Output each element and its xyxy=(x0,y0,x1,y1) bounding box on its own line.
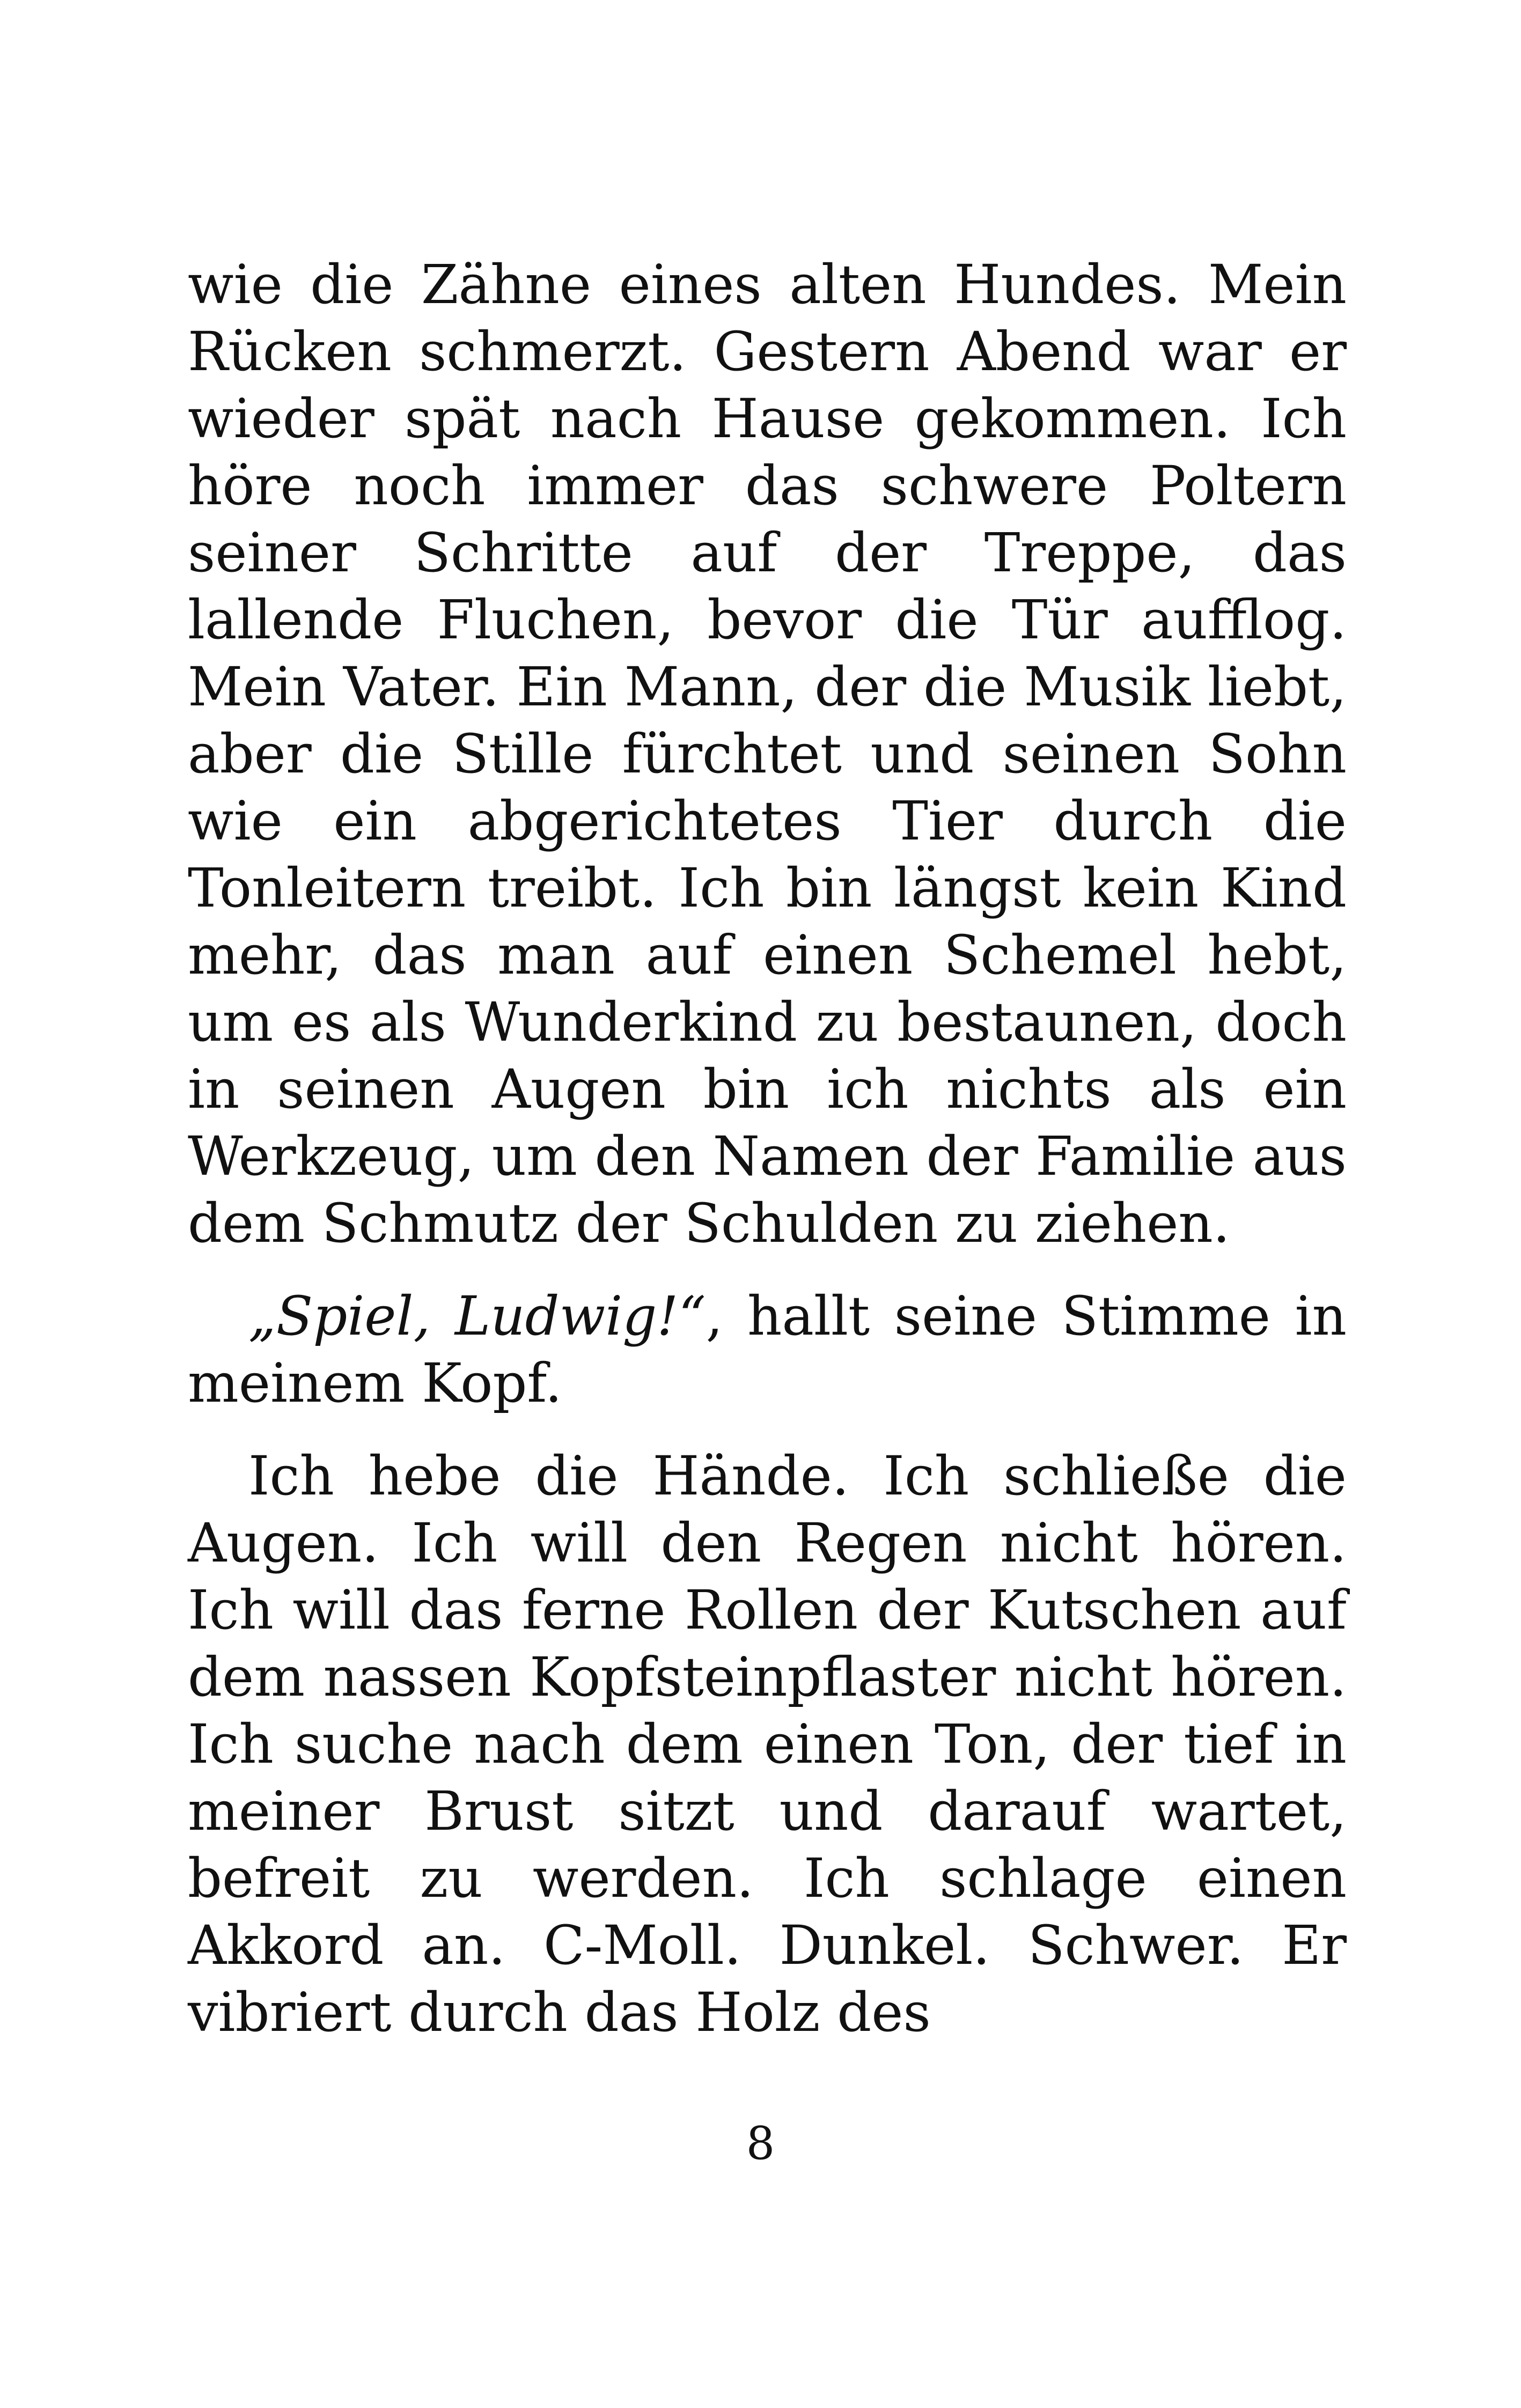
paragraph-3 xyxy=(188,1442,1347,2046)
paragraph-1 xyxy=(188,251,1347,1257)
paragraph-2-text: , hallt seine Stimme in meinem Kopf. xyxy=(188,1285,1347,1415)
body-text xyxy=(188,251,1347,2046)
paragraph-3-text: Ich hebe die Hände. Ich schließe die Augen. Ich will den Regen nicht hören. Ich will das ferne Rollen der Kutschen auf dem nassen Kopfsteinpflaster nicht hören. Ich suche nach dem einen Ton, der tief in meiner Brust sitzt und darauf wartet, befreit zu werden. Ich schlage einen Akkord an. C-Moll. Dunkel. Schwer. Er vibriert durch das Holz des xyxy=(188,1445,1347,2044)
paragraph-2 xyxy=(188,1283,1347,1417)
direct-speech: „Spiel, Ludwig!“ xyxy=(248,1285,706,1347)
page-number: 8 xyxy=(746,2117,775,2170)
paragraph-1-text: wie die Zähne eines alten Hundes. Mein Rücken schmerzt. Gestern Abend war er wieder spät nach Hause gekommen. Ich höre noch immer das schwere Poltern seiner Schritte auf der Treppe, das lallende Fluchen, bevor die Tür aufflog. Mein Vater. Ein Mann, der die Musik liebt, aber die Stille fürchtet und seinen Sohn wie ein abgerichtetes Tier durch die Tonleitern treibt. Ich bin längst kein Kind mehr, das man auf einen Schemel hebt, um es als Wunderkind zu bestaunen, doch in seinen Augen bin ich nichts als ein Werkzeug, um den Namen der Familie aus dem Schmutz der Schulden zu ziehen. xyxy=(188,253,1347,1255)
